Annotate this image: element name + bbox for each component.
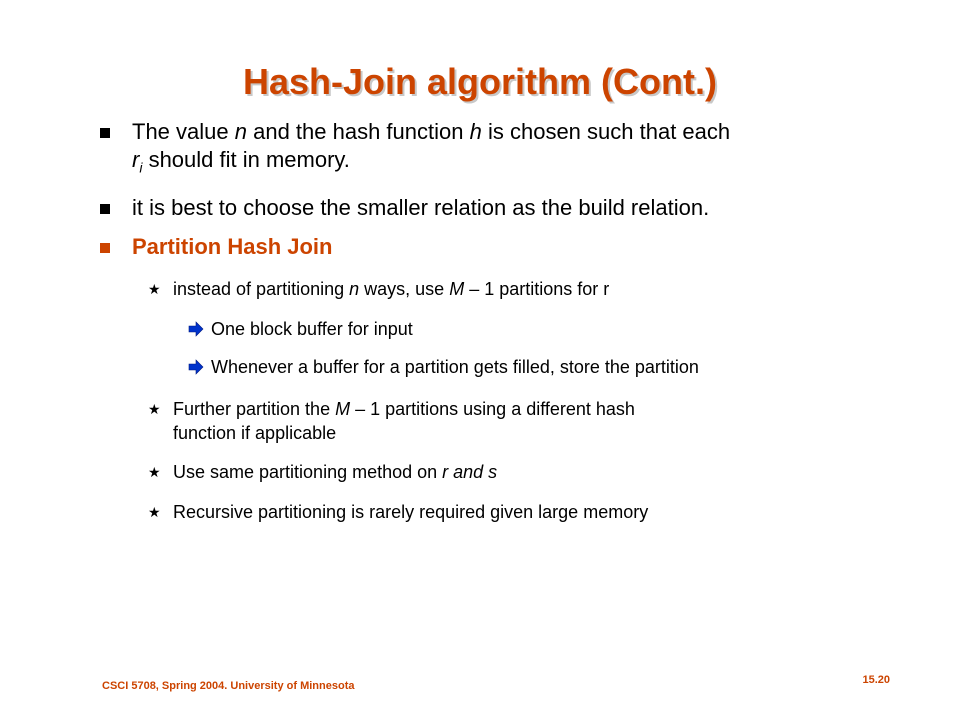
sub-sub-bullet-text: One block buffer for input [211,319,413,339]
star-bullet-icon: ★ [148,504,161,520]
arrow-right-icon [188,317,204,341]
footer-course: CSCI 5708, Spring 2004. University of Minnesota [102,680,355,692]
star-bullet-icon: ★ [148,401,161,417]
square-bullet-icon [100,243,110,253]
bullet-text: it is best to choose the smaller relation as the build relation. [132,195,710,220]
sub-sub-bullet-text: Whenever a buffer for a partition gets filled, store the partition [211,357,699,377]
sub-bullet-text: instead of partitioning n ways, use M – 1 partitions for r [173,279,610,299]
sub-bullet-text: Recursive partitioning is rarely required given large memory [173,502,649,522]
square-bullet-icon [100,128,110,138]
arrow-right-icon [188,355,204,379]
star-bullet-icon: ★ [148,281,161,297]
sub-bullet-text: Use same partitioning method on r and s [173,462,498,482]
slide-title: Hash-Join algorithm (Cont.) [243,61,717,102]
bullet-line-2: $r_i$ should fit in memory. [132,147,350,176]
sub-bullet-line-2: function if applicable [173,423,337,443]
bullet-text: Partition Hash Join [132,234,333,259]
bullet-line-1: The value n and the hash function h is chosen such that each [132,119,731,144]
sub-bullet-line-1: Further partition the M – 1 partitions using a different hash [173,399,635,419]
square-bullet-icon [100,204,110,214]
slide-number: 15.20 [862,674,890,686]
star-bullet-icon: ★ [148,464,161,480]
